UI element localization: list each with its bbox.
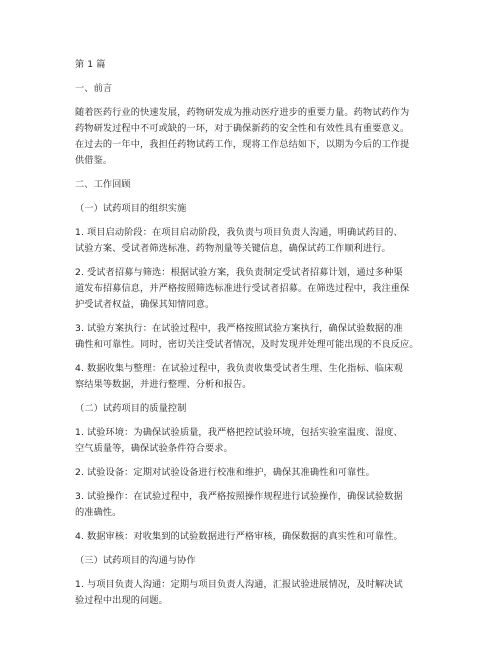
paragraph-operation (75, 489, 435, 521)
paragraph-line: 空气质量等，确保试验条件符合要求。 (75, 443, 233, 454)
paragraph-line: 2. 受试者招募与筛选：根据试验方案，我负责制定受试者招募计划，通过多种渠 (75, 267, 403, 278)
section-heading-preface: 一、前言 (75, 83, 113, 94)
paragraph-line: 1. 与项目负责人沟通：定期与项目负责人沟通，汇报试验进展情况，及时解决试 (75, 579, 403, 590)
intro-line: 在过去的一年中，我担任药物试药工作，现将工作总结如下，以期为今后的工作提 (75, 139, 410, 150)
paragraph-line: 1. 试验环境：为确保试验质量，我严格把控试验环境，包括实验室温度、湿度、 (75, 427, 403, 438)
paragraph-line: 4. 数据收集与整理：在试验过程中，我负责收集受试者生理、生化指标、临床观 (75, 363, 403, 374)
paragraph-communication (75, 577, 435, 609)
page-label: 第 1 篇 (75, 59, 106, 70)
subsection-heading-organization: （一）试药项目的组织实施 (75, 203, 187, 214)
paragraph-line: 2. 试验设备：定期对试验设备进行校准和维护，确保其准确性和可靠性。 (75, 467, 375, 478)
subsection-heading-communication: （三）试药项目的沟通与协作 (75, 555, 196, 566)
paragraph-line: 3. 试验操作：在试验过程中，我严格按照操作规程进行试验操作，确保试验数据 (75, 491, 403, 502)
paragraph-execution (75, 321, 435, 353)
paragraph-line: 4. 数据审核：对收集到的试验数据进行严格审核，确保数据的真实性和可靠性。 (75, 531, 403, 542)
intro-line: 随着医药行业的快速发展，药物研发成为推动医疗进步的重要力量。药物试药作为 (75, 107, 410, 118)
paragraph-line: 道发布招募信息，并严格按照筛选标准进行受试者招募。在筛选过程中，我注重保 (75, 283, 410, 294)
paragraph-line: 1. 项目启动阶段：在项目启动阶段，我负责与项目负责人沟通，明确试药目的、 (75, 227, 403, 238)
paragraph-line: 试验方案、受试者筛选标准、药物剂量等关键信息，确保试药工作顺利进行。 (75, 243, 391, 254)
intro-line: 药物研发过程中不可或缺的一环，对于确保新药的安全性和有效性具有重要意义。 (75, 123, 410, 134)
intro-paragraph (75, 105, 435, 169)
paragraph-data-review (75, 529, 435, 545)
paragraph-line: 确性和可靠性。同时，密切关注受试者情况，及时发现并处理可能出现的不良反应。 (75, 339, 419, 350)
paragraph-line: 的准确性。 (75, 507, 122, 518)
intro-line: 供借鉴。 (75, 155, 113, 166)
document-body (75, 57, 435, 609)
paragraph-line: 验过程中出现的问题。 (75, 595, 168, 606)
paragraph-environment (75, 425, 435, 457)
paragraph-project-start (75, 225, 435, 257)
paragraph-recruitment (75, 265, 435, 313)
paragraph-data-collection (75, 361, 435, 393)
subsection-heading-quality: （二）试药项目的质量控制 (75, 403, 187, 414)
paragraph-line: 护受试者权益，确保其知情同意。 (75, 299, 215, 310)
section-heading-review: 二、工作回顾 (75, 179, 131, 190)
paragraph-equipment (75, 465, 435, 481)
paragraph-line: 3. 试验方案执行：在试验过程中，我严格按照试验方案执行，确保试验数据的准 (75, 323, 403, 334)
paragraph-line: 察结果等数据，并进行整理、分析和报告。 (75, 379, 252, 390)
